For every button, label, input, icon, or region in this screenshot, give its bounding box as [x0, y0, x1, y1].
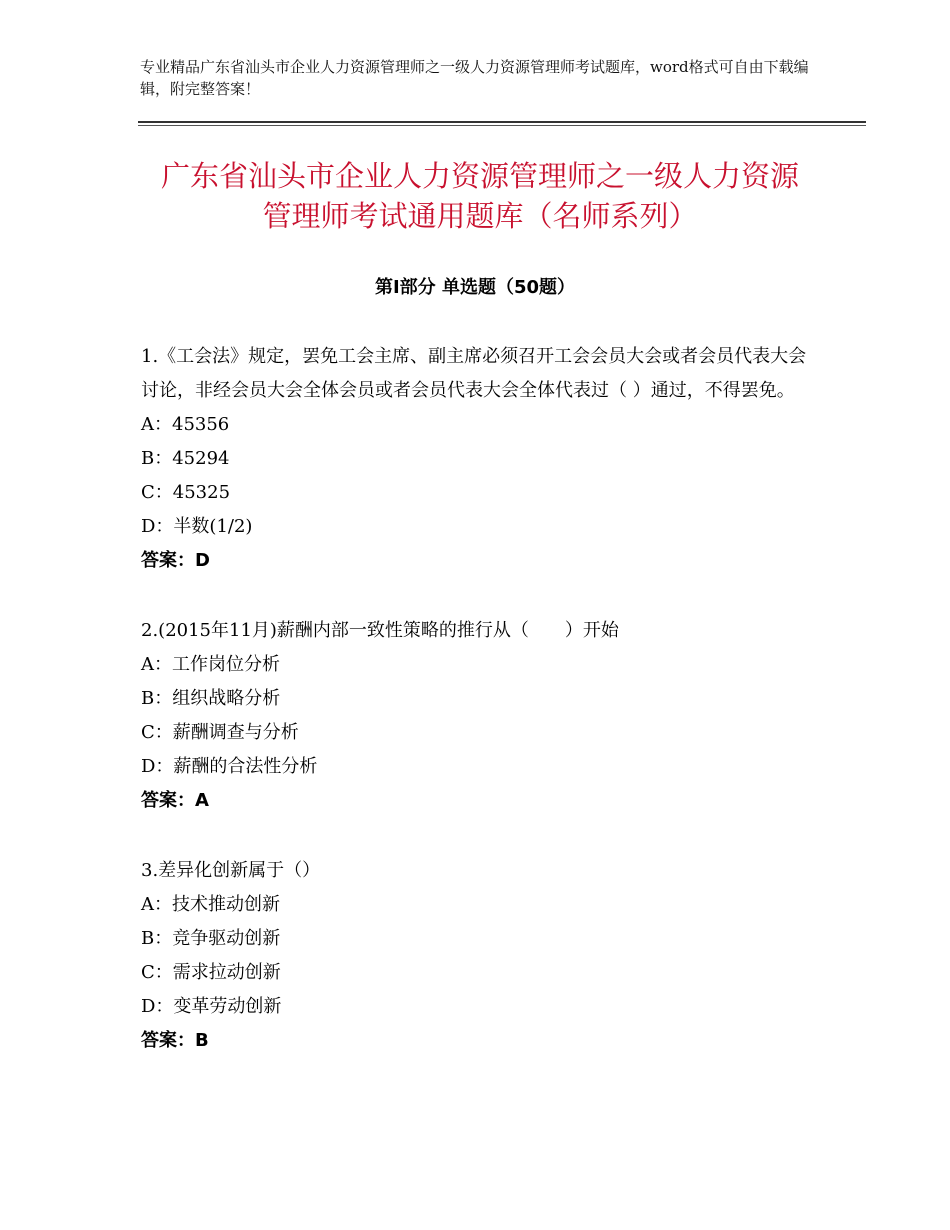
question-list	[141, 340, 811, 1094]
option-a: A：技术推动创新	[141, 894, 280, 915]
option-d: D：变革劳动创新	[141, 996, 282, 1017]
option-b: B：45294	[141, 448, 230, 469]
option-c: C：45325	[141, 482, 231, 503]
option-a: A：工作岗位分析	[141, 654, 280, 675]
option-c: C：薪酬调查与分析	[141, 722, 299, 743]
question-1	[141, 340, 811, 578]
option-b: B：竞争驱动创新	[141, 928, 281, 949]
answer: 答案：D	[141, 550, 210, 571]
question-2	[141, 614, 811, 818]
option-d: D：半数(1/2)	[141, 516, 253, 537]
option-b: B：组织战略分析	[141, 688, 281, 709]
question-stem: 2.(2015年11月)薪酬内部一致性策略的推行从（ ）开始	[141, 620, 619, 641]
header-note: 专业精品广东省汕头市企业人力资源管理师之一级人力资源管理师考试题库，word格式可自由下载编辑，附完整答案！	[140, 58, 809, 98]
header-divider-thin	[138, 125, 866, 126]
document-title: 广东省汕头市企业人力资源管理师之一级人力资源管理师考试通用题库（名师系列）	[160, 159, 799, 233]
section-title: 第Ⅰ部分 单选题（50题）	[374, 277, 575, 298]
option-a: A：45356	[141, 414, 230, 435]
option-c: C：需求拉动创新	[141, 962, 281, 983]
answer: 答案：A	[141, 790, 209, 811]
option-d: D：薪酬的合法性分析	[141, 756, 318, 777]
answer: 答案：B	[141, 1030, 209, 1051]
question-stem: 1.《工会法》规定，罢免工会主席、副主席必须召开工会会员大会或者会员代表大会讨论，非经会员大会全体会员或者会员代表大会全体代表过（ ）通过，不得罢免。	[141, 346, 807, 401]
question-3	[141, 854, 811, 1058]
header-divider-thick	[138, 121, 866, 123]
question-stem: 3.差异化创新属于（）	[141, 860, 321, 881]
